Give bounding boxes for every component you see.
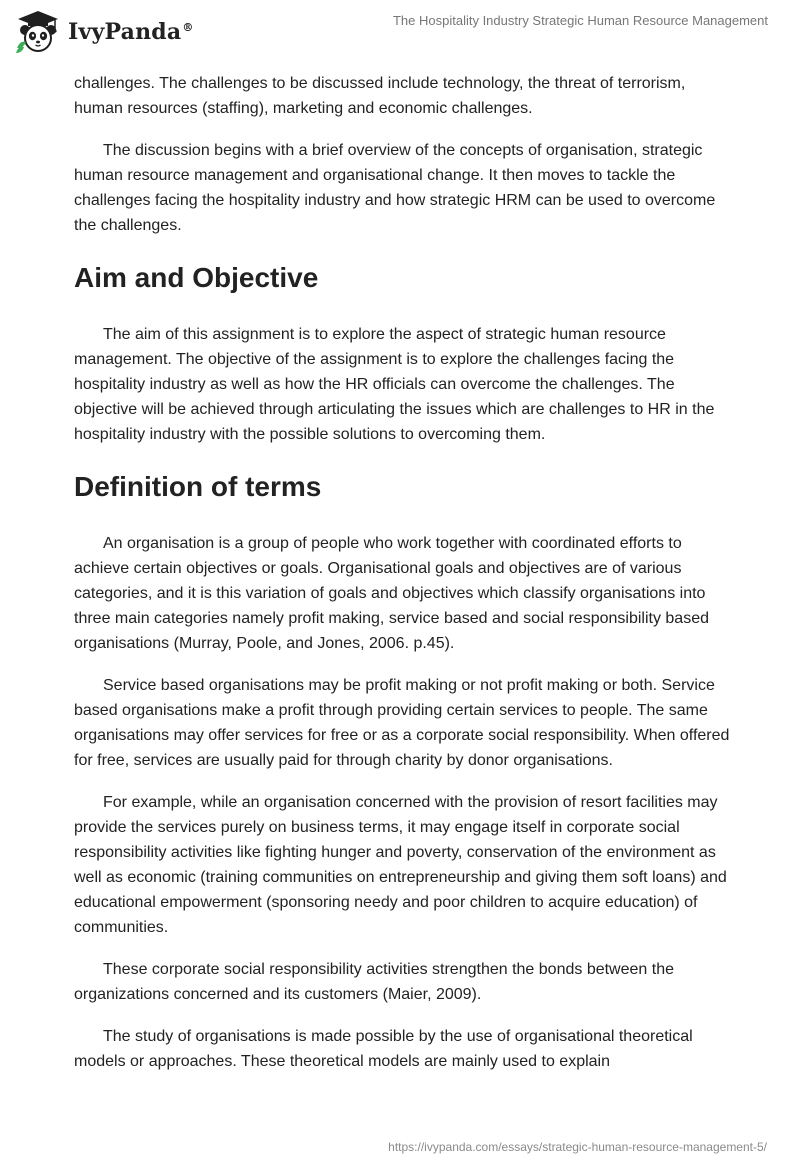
- paragraph-intro-continued: challenges. The challenges to be discussed include technology, the threat of terrorism, human resources (staffing), marketing and economic challenges.: [74, 75, 686, 117]
- paragraph-definition-1: An organisation is a group of people who work together with coordinated efforts to achieve certain objectives or goals. Organisational goals and objectives are of various categories, and it is this variation of goals and objectives which classify organisations into three main categories namely profit making, service based and social responsibility based organisations (Murray, Poole, and Jones, 2006. p.45).: [74, 535, 709, 652]
- ivypanda-logo[interactable]: [14, 10, 194, 54]
- paragraph-definition-5: The study of organisations is made possible by the use of organisational theoretical models or approaches. These theoretical models are mainly used to explain: [74, 1028, 693, 1070]
- document-title: The Hospitality Industry Strategic Human Resource Management: [392, 13, 768, 28]
- paragraph-definition-4: These corporate social responsibility activities strengthen the bonds between the organizations concerned and its customers (Maier, 2009).: [74, 961, 674, 1003]
- paragraph-aim: The aim of this assignment is to explore the aspect of strategic human resource management. The objective of the assignment is to explore the challenges facing the hospitality industry as well as how the HR officials can overcome the challenges. The objective will be achieved through articulating the issues which are challenges to HR in the hospitality industry with the possible solutions to overcoming them.: [74, 326, 715, 443]
- heading-aim-and-objective: Aim and Objective: [74, 262, 319, 293]
- brand-name: IvyPanda®: [68, 19, 194, 45]
- paragraph-overview: The discussion begins with a brief overview of the concepts of organisation, strategic human resource management and organisational change. It then moves to tackle the challenges facing the hospitality industry and how strategic HRM can be used to overcome the challenges.: [74, 142, 716, 234]
- source-url-link[interactable]: https://ivypanda.com/essays/strategic-human-resource-management-5/: [388, 1140, 767, 1154]
- panda-graduate-icon: [14, 10, 62, 54]
- registered-mark: ®: [182, 20, 194, 34]
- page-header: [0, 0, 800, 72]
- paragraph-definition-2: Service based organisations may be profit making or not profit making or both. Service based organisations make a profit through providing certain services to people. The same organisations may offer services for free or as a corporate social responsibility. When offered for free, services are usually paid for through charity by donor organisations.: [74, 677, 730, 769]
- paragraph-definition-3: For example, while an organisation concerned with the provision of resort facilities may provide the services purely on business terms, it may engage itself in corporate social responsibility activities like fighting hunger and poverty, conservation of the environment as well as economic (training communities on entrepreneurship and giving them soft loans) and educational empowerment (sponsoring needy and poor children to acquire education) of communities.: [74, 794, 727, 936]
- essay-body: [74, 71, 734, 1091]
- heading-definition-of-terms: Definition of terms: [74, 471, 322, 502]
